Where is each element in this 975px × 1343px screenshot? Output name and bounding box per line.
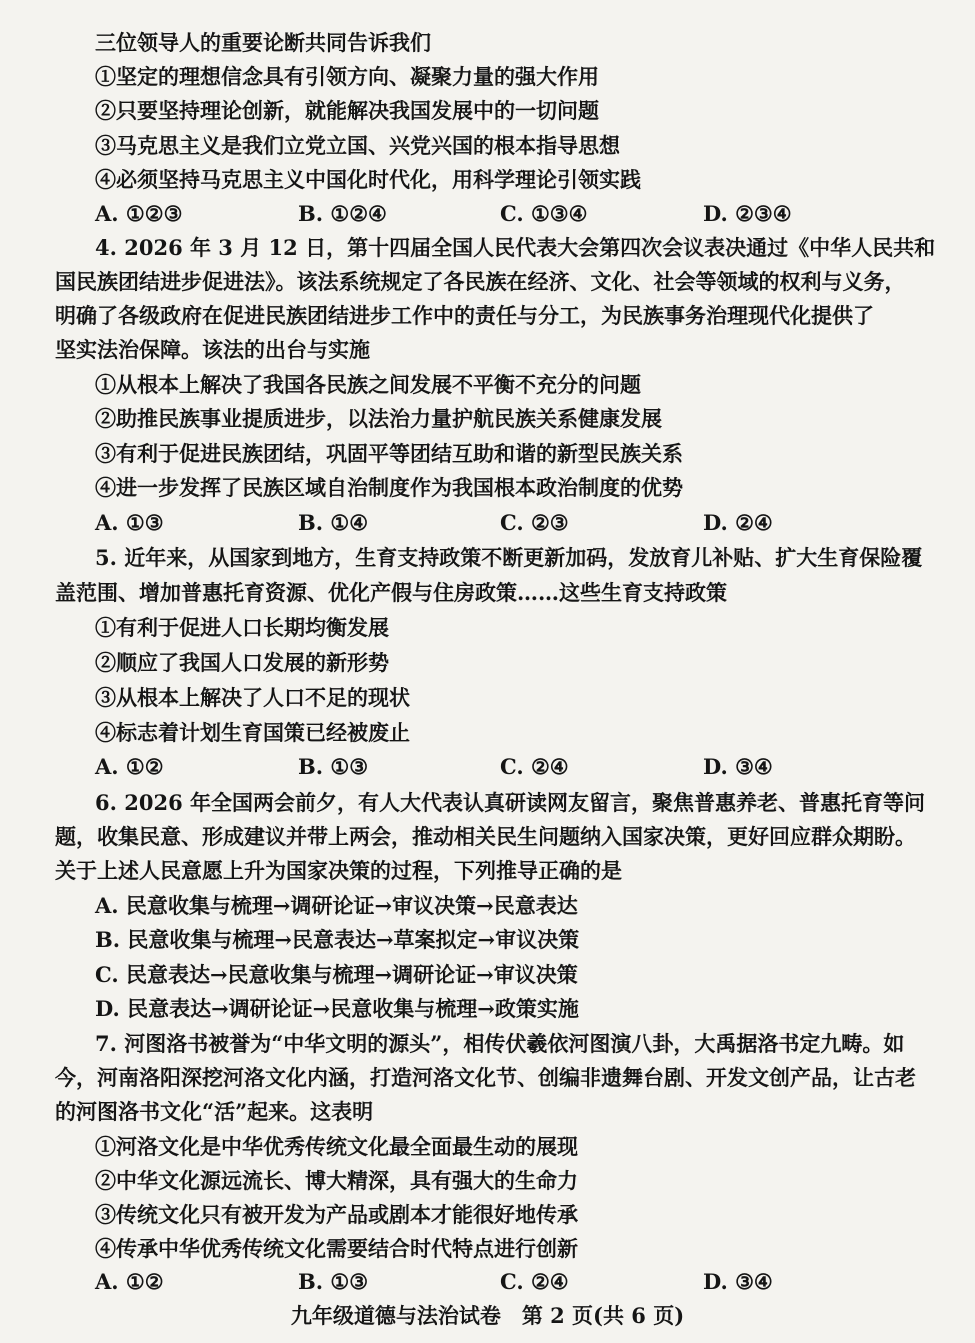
q4-item-3: ③有利于促进民族团结，巩固平等团结互助和谐的新型民族关系: [95, 441, 683, 466]
q4-stem-line-3: 明确了各级政府在促进民族团结进步工作中的责任与分工，为民族事务治理现代化提供了: [55, 303, 874, 328]
q7-option-a: A. ①②: [95, 1269, 164, 1294]
q6-option-c: C. 民意表达→民意收集与梳理→调研论证→审议决策: [95, 962, 578, 987]
q4-option-d: D. ②④: [703, 510, 773, 535]
q5-item-4: ④标志着计划生育国策已经被废止: [95, 720, 410, 745]
q7-item-1: ①河洛文化是中华优秀传统文化最全面最生动的展现: [95, 1134, 578, 1159]
q4-stem-line-4: 坚实法治保障。该法的出台与实施: [55, 337, 370, 362]
q3-item-2: ②只要坚持理论创新，就能解决我国发展中的一切问题: [95, 98, 599, 123]
q7-item-2: ②中华文化源远流长、博大精深，具有强大的生命力: [95, 1168, 578, 1193]
q5-stem-line-1: 5. 近年来，从国家到地方，生育支持政策不断更新加码，发放育儿补贴、扩大生育保险覆: [95, 545, 923, 570]
q5-options: [0, 753, 975, 781]
q5-option-d: D. ③④: [703, 754, 773, 779]
q3-option-c: C. ①③④: [500, 201, 588, 226]
q3-item-4: ④必须坚持马克思主义中国化时代化，用科学理论引领实践: [95, 167, 641, 192]
q5-option-c: C. ②④: [500, 754, 569, 779]
page-footer: 九年级道德与法治试卷 第 2 页(共 6 页): [290, 1303, 685, 1328]
q3-option-b: B. ①②④: [298, 201, 387, 226]
q3-options: [0, 200, 975, 228]
q5-option-b: B. ①③: [298, 754, 369, 779]
q6-stem-line-2: 题，收集民意、形成建议并带上两会，推动相关民生问题纳入国家决策，更好回应群众期盼。: [55, 824, 916, 849]
q7-option-c: C. ②④: [500, 1269, 569, 1294]
q4-option-c: C. ②③: [500, 510, 569, 535]
q4-option-a: A. ①③: [95, 510, 164, 535]
q4-stem-line-2: 国民族团结进步促进法》。该法系统规定了各民族在经济、文化、社会等领域的权利与义务，: [55, 269, 906, 294]
q6-stem-line-1: 6. 2026 年全国两会前夕，有人大代表认真研读网友留言，聚焦普惠养老、普惠托育等问: [95, 790, 925, 815]
q5-item-1: ①有利于促进人口长期均衡发展: [95, 615, 389, 640]
q4-option-b: B. ①④: [298, 510, 369, 535]
q7-item-4: ④传承中华优秀传统文化需要结合时代特点进行创新: [95, 1236, 578, 1261]
q5-stem-line-2: 盖范围、增加普惠托育资源、优化产假与住房政策……这些生育支持政策: [55, 580, 727, 605]
q3-item-3: ③马克思主义是我们立党立国、兴党兴国的根本指导思想: [95, 133, 620, 158]
q3-item-1: ①坚定的理想信念具有引领方向、凝聚力量的强大作用: [95, 64, 599, 89]
q7-stem-line-3: 的河图洛书文化“活”起来。这表明: [55, 1099, 374, 1124]
q3-stem-tail: 三位领导人的重要论断共同告诉我们: [95, 30, 431, 55]
q4-item-1: ①从根本上解决了我国各民族之间发展不平衡不充分的问题: [95, 372, 641, 397]
q6-option-d: D. 民意表达→调研论证→民意收集与梳理→政策实施: [95, 996, 579, 1021]
q6-option-b: B. 民意收集与梳理→民意表达→草案拟定→审议决策: [95, 927, 580, 952]
q3-option-d: D. ②③④: [703, 201, 792, 226]
q7-options: [0, 1268, 975, 1296]
q4-item-2: ②助推民族事业提质进步，以法治力量护航民族关系健康发展: [95, 406, 662, 431]
q6-stem-line-3: 关于上述人民意愿上升为国家决策的过程，下列推导正确的是: [55, 858, 622, 883]
q5-item-3: ③从根本上解决了人口不足的现状: [95, 685, 410, 710]
q7-option-d: D. ③④: [703, 1269, 773, 1294]
q7-option-b: B. ①③: [298, 1269, 369, 1294]
q5-item-2: ②顺应了我国人口发展的新形势: [95, 650, 389, 675]
q6-option-a: A. 民意收集与梳理→调研论证→审议决策→民意表达: [95, 893, 578, 918]
q5-option-a: A. ①②: [95, 754, 164, 779]
q4-item-4: ④进一步发挥了民族区域自治制度作为我国根本政治制度的优势: [95, 475, 683, 500]
q7-stem-line-2: 今，河南洛阳深挖河洛文化内涵，打造河洛文化节、创编非遗舞台剧、开发文创产品，让古老: [55, 1065, 916, 1090]
q4-stem-line-1: 4. 2026 年 3 月 12 日，第十四届全国人民代表大会第四次会议表决通过《中华人民共和: [95, 235, 936, 260]
q3-option-a: A. ①②③: [95, 201, 183, 226]
q7-stem-line-1: 7. 河图洛书被誉为“中华文明的源头”，相传伏羲依河图演八卦，大禹据洛书定九畴。如: [95, 1031, 905, 1056]
q4-options: [0, 509, 975, 537]
q7-item-3: ③传统文化只有被开发为产品或剧本才能很好地传承: [95, 1202, 578, 1227]
